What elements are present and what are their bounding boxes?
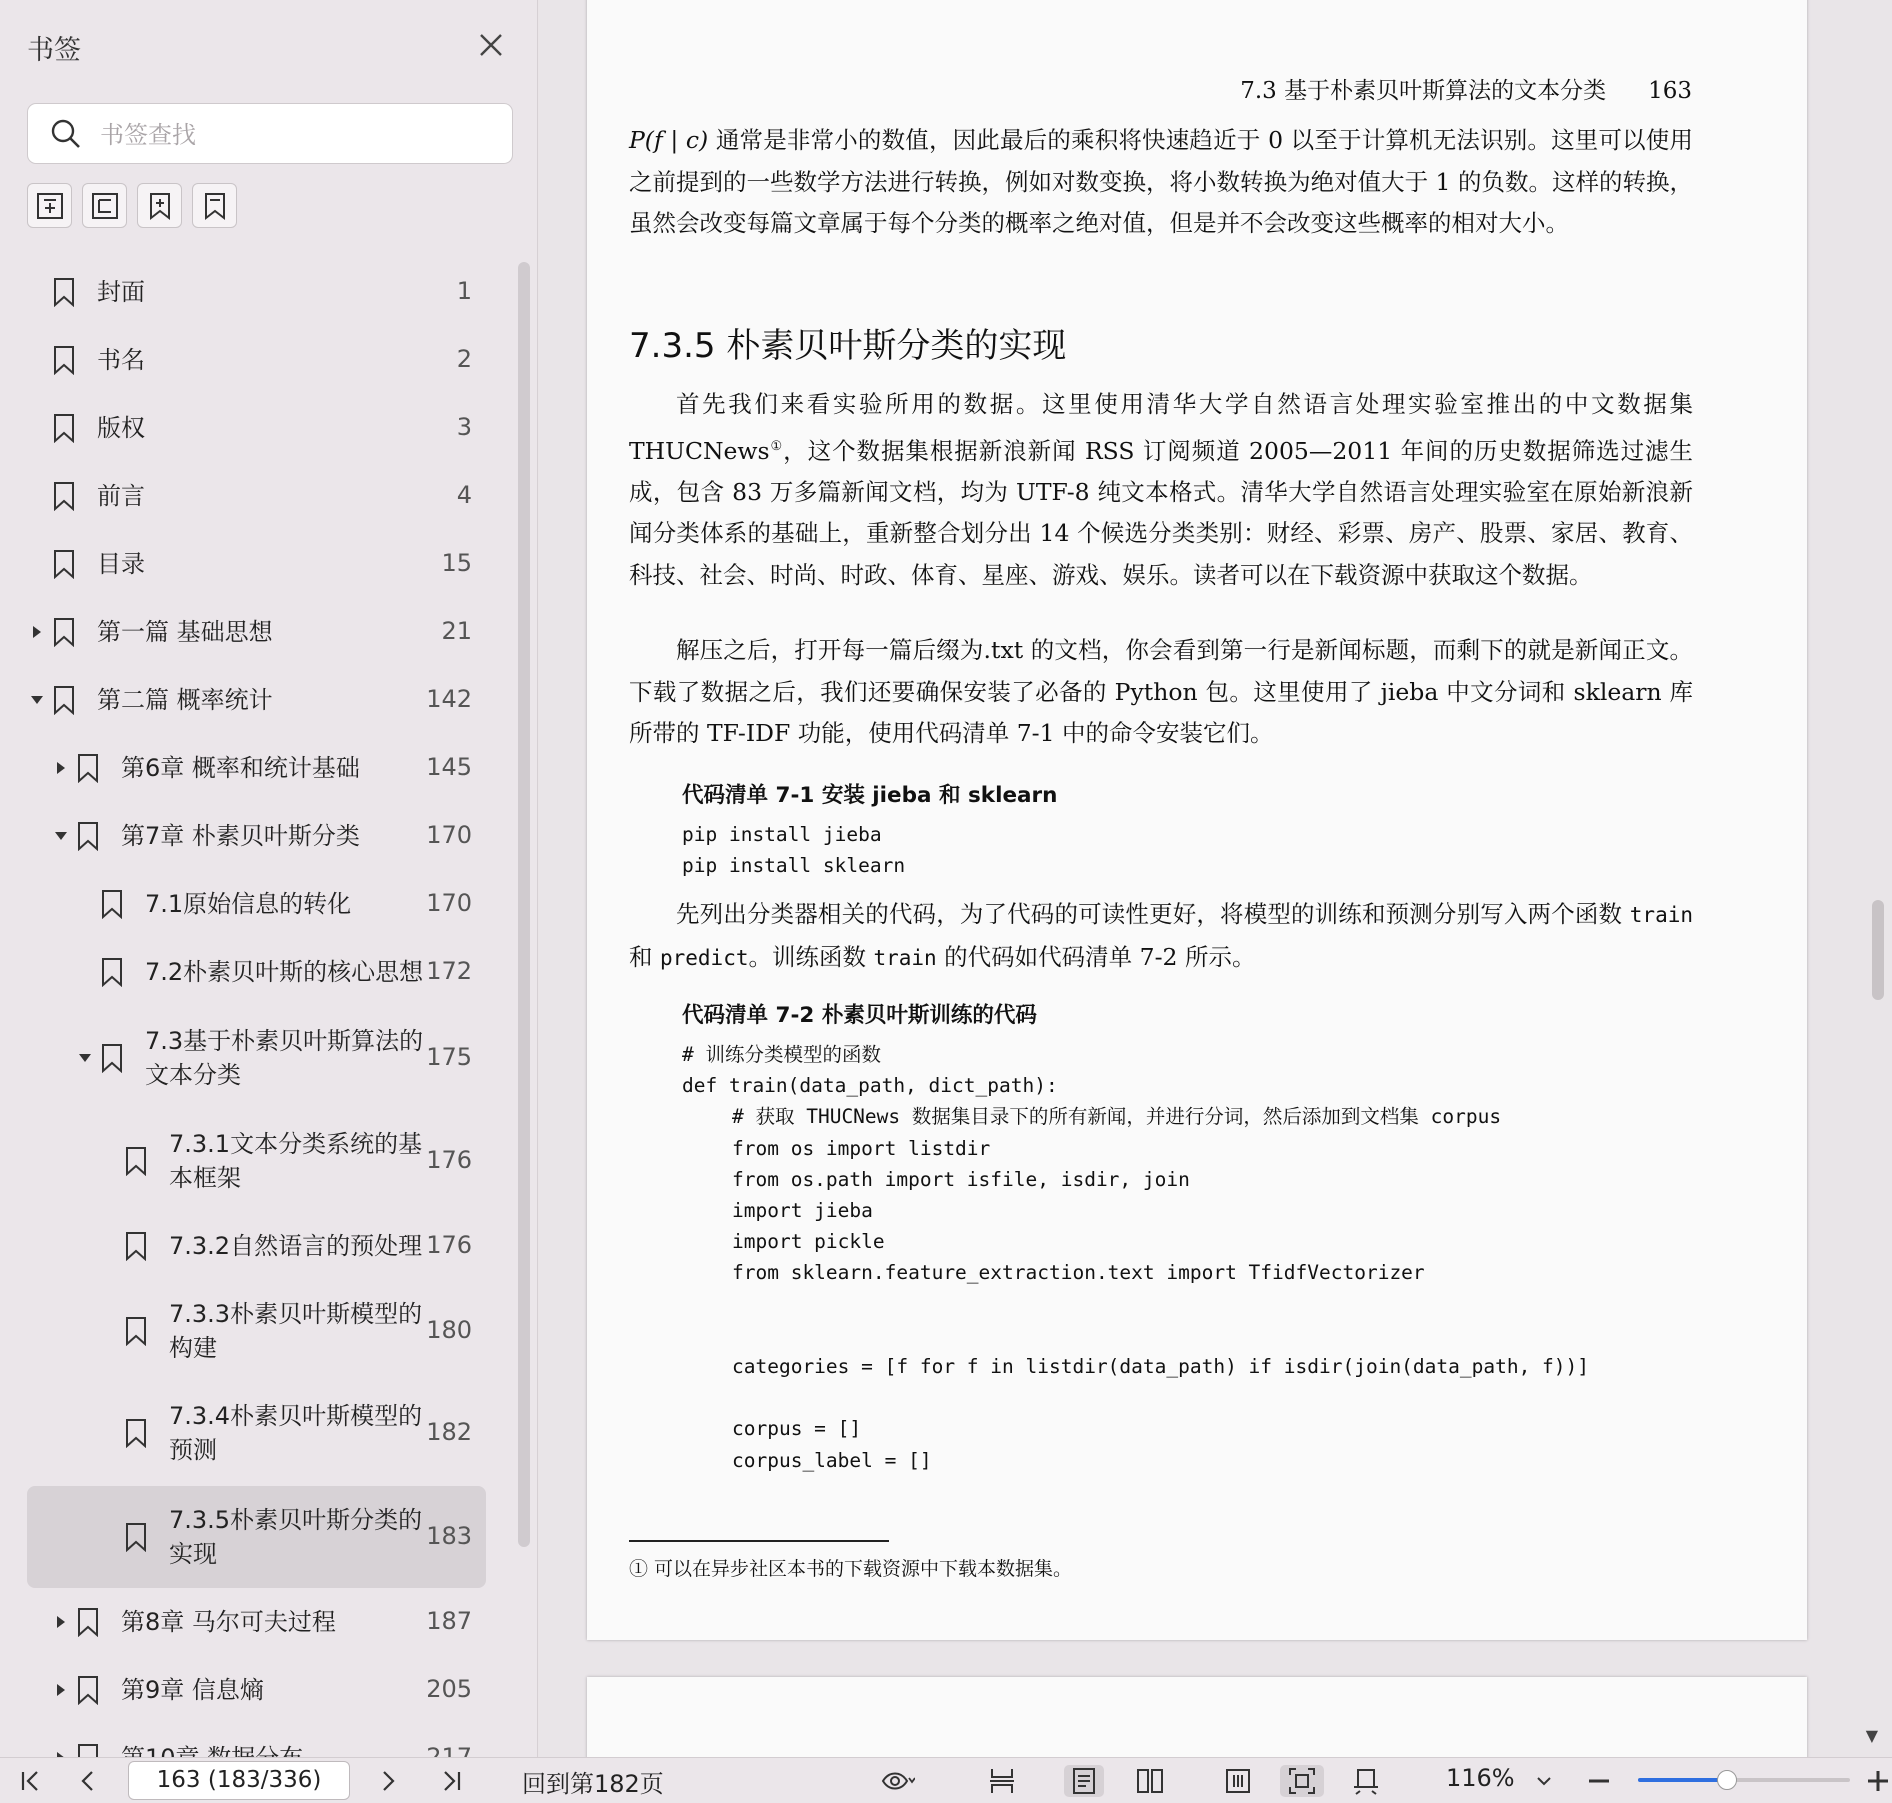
code-line	[682, 1289, 1589, 1320]
bookmark-icon	[125, 1231, 147, 1261]
bookmark-label: 目录	[97, 550, 145, 578]
bookmark-page: 4	[456, 481, 472, 509]
code-caption: 代码清单 7-2 朴素贝叶斯训练的代码	[682, 1003, 1037, 1028]
bookmark-page: 170	[426, 889, 472, 917]
section-heading: 7.3.5 朴素贝叶斯分类的实现	[629, 326, 1067, 366]
sidebar-scrollbar[interactable]	[518, 262, 530, 1547]
add-bookmark-button[interactable]	[137, 183, 182, 228]
bookmark-label: 前言	[97, 482, 145, 510]
bookmark-item[interactable]	[27, 530, 486, 598]
collapsed-arrow-icon[interactable]	[53, 760, 69, 776]
zoom-slider[interactable]	[1638, 1778, 1850, 1782]
search-icon	[50, 118, 82, 150]
collapsed-arrow-icon[interactable]	[53, 1614, 69, 1630]
eye-icon	[881, 1769, 915, 1793]
inline-code: train	[1629, 903, 1693, 927]
chevron-down-icon	[1536, 1775, 1552, 1787]
bookmark-icon	[53, 685, 75, 715]
close-icon[interactable]	[474, 28, 508, 62]
expanded-arrow-icon[interactable]	[53, 828, 69, 844]
bookmark-page: 180	[426, 1316, 472, 1344]
page-number: 163	[1648, 78, 1692, 104]
bookmark-page: 172	[426, 957, 472, 985]
chevron-right-icon	[376, 1769, 400, 1793]
zoom-in-button[interactable]	[1864, 1765, 1892, 1797]
bookmark-page: 176	[426, 1231, 472, 1259]
paragraph-text: 首先我们来看实验所用的数据。这里使用清华大学自然语言处理实验室推出的中文数据集 THUCNews	[629, 390, 1693, 465]
bookmark-icon	[125, 1316, 147, 1346]
bookmark-icon	[101, 957, 123, 987]
next-page-button[interactable]	[370, 1765, 406, 1797]
present-button[interactable]	[1346, 1765, 1386, 1797]
bookmark-label: 封面	[97, 278, 145, 306]
zoom-dropdown-button[interactable]	[1530, 1765, 1558, 1797]
continuous-scroll-icon	[988, 1767, 1016, 1795]
add-bookmark-icon	[144, 190, 176, 222]
code-line: import jieba	[732, 1199, 873, 1223]
paragraph-text: 。训练函数	[748, 942, 874, 971]
bookmark-search-box[interactable]	[27, 103, 513, 164]
scroll-down-icon[interactable]: ▼	[1865, 1726, 1878, 1745]
footnote: ① 可以在异步社区本书的下载资源中下载本数据集。	[629, 1558, 1073, 1580]
collapse-all-icon	[89, 190, 121, 222]
paragraph	[629, 120, 1693, 245]
zoom-level[interactable]: 116%	[1446, 1764, 1515, 1792]
bookmark-page: 170	[426, 821, 472, 849]
bookmark-icon	[199, 190, 231, 222]
bookmark-item[interactable]	[27, 326, 486, 394]
bookmark-label: 7.3.4朴素贝叶斯模型的预测	[169, 1402, 423, 1464]
bookmark-label: 7.1原始信息的转化	[145, 890, 352, 918]
bookmark-item[interactable]	[27, 734, 486, 802]
paragraph-text: 先列出分类器相关的代码，为了代码的可读性更好，将模型的训练和预测分别写入两个函数	[676, 900, 1630, 928]
bookmark-item[interactable]	[27, 258, 486, 326]
single-page-icon	[1071, 1767, 1097, 1795]
bookmark-page: 187	[426, 1607, 472, 1635]
last-page-icon	[440, 1769, 464, 1793]
fit-page-icon	[1288, 1767, 1316, 1795]
fit-page-button[interactable]	[1280, 1765, 1324, 1797]
zoom-slider-fill	[1638, 1778, 1727, 1782]
bookmark-item[interactable]	[27, 1588, 486, 1656]
bookmark-icon	[53, 345, 75, 375]
bookmark-page: 182	[426, 1418, 472, 1446]
code-line	[682, 1320, 1589, 1351]
bookmark-page: 2	[456, 345, 472, 373]
bookmark-button[interactable]	[192, 183, 237, 228]
paragraph	[629, 630, 1693, 755]
bookmark-label: 第6章 概率和统计基础	[121, 754, 360, 782]
bookmark-icon	[53, 413, 75, 443]
bookmark-label: 第一篇 基础思想	[97, 618, 273, 646]
code-line: def train(data_path, dict_path):	[682, 1074, 1058, 1098]
expanded-arrow-icon[interactable]	[29, 692, 45, 708]
bookmark-page: 176	[426, 1146, 472, 1174]
code-line: corpus_label = []	[732, 1448, 932, 1472]
bookmark-label: 7.3.3朴素贝叶斯模型的构建	[169, 1300, 423, 1362]
code-line: from sklearn.feature_extraction.text import TfidfVectorizer	[732, 1261, 1425, 1285]
paragraph-text: 的代码如代码清单 7-2 所示。	[936, 942, 1256, 971]
plus-icon	[1866, 1769, 1890, 1793]
inline-code: train	[873, 945, 937, 970]
paragraph-text: 和	[629, 942, 660, 971]
code-line: from os.path import isfile, isdir, join	[732, 1167, 1190, 1191]
code-line: pip install jieba	[682, 823, 882, 846]
two-page-icon	[1136, 1767, 1164, 1795]
paragraph-text: 解压之后，打开每一篇后缀为.txt 的文档，你会看到第一行是新闻标题，而剩下的就是新闻正文。下载了数据之后，我们还要确保安装了必备的 Python 包。这里使用了 jieba 中文分词和 sklearn 库所带的 TF-IDF 功能，使用代码清单 7-1 中的命令安装它们。	[629, 636, 1693, 747]
document-view	[539, 0, 1892, 1757]
bookmark-item[interactable]	[27, 802, 486, 870]
code-line: # 训练分类模型的函数	[682, 1043, 881, 1066]
bookmark-label: 7.2朴素贝叶斯的核心思想	[145, 958, 424, 986]
bookmark-item[interactable]	[27, 1486, 486, 1588]
two-page-button[interactable]	[1130, 1765, 1170, 1797]
bookmark-toolbar	[27, 183, 237, 228]
page-number-input[interactable]: 163 (183/336)	[128, 1761, 350, 1800]
code-caption: 代码清单 7-1 安装 jieba 和 sklearn	[682, 783, 1058, 808]
first-page-button[interactable]	[12, 1765, 48, 1797]
bookmark-label: 版权	[97, 414, 145, 442]
bookmark-label: 书名	[97, 346, 145, 374]
bookmark-icon	[77, 753, 99, 783]
pdf-page	[587, 0, 1807, 1640]
fit-width-icon	[1224, 1767, 1252, 1795]
document-scrollbar[interactable]	[1872, 900, 1884, 1000]
bookmark-item[interactable]	[27, 666, 486, 734]
bookmark-search-input[interactable]	[98, 112, 502, 158]
bookmark-page: 1	[456, 277, 472, 305]
bookmark-label: 7.3.5朴素贝叶斯分类的实现	[169, 1506, 423, 1568]
inline-code: predict	[659, 945, 749, 970]
expand-all-icon	[34, 190, 66, 222]
bookmark-icon	[125, 1522, 147, 1552]
code-line: # 获取 THUCNews 数据集目录下的所有新闻，并进行分词，然后添加到文档集 corpus	[732, 1105, 1502, 1129]
minus-icon	[1587, 1769, 1611, 1793]
paragraph-text: ，这个数据集根据新浪新闻 RSS 订阅频道 2005—2011 年间的历史数据筛选过滤生成，包含 83 万多篇新闻文档，均为 UTF-8 纯文本格式。清华大学自然语言处理实验室在原始新浪新闻分类体系的基础上，重新整合划分出 14 个候选分类类别：财经、彩票、房产、股票、家居、教育、科技、社会、时尚、时政、体育、星座、游戏、娱乐。读者可以在下载资源中获取这个数据。	[629, 436, 1693, 589]
chevron-left-icon	[76, 1769, 100, 1793]
running-head-title: 7.3 基于朴素贝叶斯算法的文本分类	[1240, 78, 1607, 104]
sidebar-title: 书签	[27, 35, 81, 66]
bookmark-icon	[77, 1607, 99, 1637]
bookmark-item[interactable]	[27, 1006, 486, 1110]
code-line	[682, 1382, 1589, 1413]
zoom-out-button[interactable]	[1584, 1765, 1614, 1797]
paragraph-text: 通常是非常小的数值，因此最后的乘积将快速趋近于 0 以至于计算机无法识别。这里可以使用之前提到的一些数学方法进行转换，例如对数变换，将小数转换为绝对值大于 1 的负数。这样的转换，虽然会改变每篇文章属于每个分类的概率之绝对值，但是并不会改变这些概率的相对大小。	[629, 126, 1693, 237]
running-head	[1240, 72, 1692, 105]
collapsed-arrow-icon[interactable]	[29, 624, 45, 640]
bookmark-item[interactable]	[27, 870, 486, 938]
bookmark-item[interactable]	[27, 1656, 486, 1724]
bookmark-icon	[53, 549, 75, 579]
bookmark-icon	[101, 1043, 123, 1073]
bookmark-icon	[77, 821, 99, 851]
code-line: import pickle	[732, 1230, 885, 1254]
present-icon	[1352, 1767, 1380, 1795]
paragraph	[629, 894, 1693, 979]
bookmark-label: 第7章 朴素贝叶斯分类	[121, 822, 360, 850]
bookmark-page: 21	[441, 617, 472, 645]
code-line: from os import listdir	[732, 1136, 991, 1160]
bookmark-item[interactable]	[27, 1280, 486, 1382]
single-page-button[interactable]	[1064, 1765, 1104, 1797]
code-line: pip install sklearn	[682, 854, 906, 878]
footnote-rule	[629, 1540, 889, 1542]
bookmark-page: 15	[441, 549, 472, 577]
bookmark-icon	[101, 889, 123, 919]
view-mode-button[interactable]	[866, 1765, 930, 1797]
pdf-page-next	[587, 1677, 1807, 1757]
bookmark-label: 第二篇 概率统计	[97, 686, 273, 714]
code-block	[682, 1039, 1589, 1476]
bookmark-label: 7.3基于朴素贝叶斯算法的文本分类	[145, 1027, 424, 1089]
continuous-scroll-button[interactable]	[982, 1765, 1022, 1797]
last-page-button[interactable]	[434, 1765, 470, 1797]
bookmark-page: 145	[426, 753, 472, 781]
expanded-arrow-icon[interactable]	[77, 1050, 93, 1066]
bookmark-icon	[125, 1418, 147, 1448]
bookmark-page: 183	[426, 1522, 472, 1550]
fit-width-button[interactable]	[1218, 1765, 1258, 1797]
first-page-icon	[18, 1769, 42, 1793]
bookmark-label: 7.3.2自然语言的预处理	[169, 1232, 423, 1260]
bookmark-icon	[53, 481, 75, 511]
bookmark-page: 142	[426, 685, 472, 713]
bookmark-item[interactable]	[27, 394, 486, 462]
bookmark-item[interactable]	[27, 1212, 486, 1280]
bookmark-icon	[53, 277, 75, 307]
bookmark-label: 第9章 信息熵	[121, 1676, 264, 1704]
go-back-button[interactable]: 回到第182页	[522, 1770, 664, 1798]
collapsed-arrow-icon[interactable]	[53, 1682, 69, 1698]
bookmark-page: 175	[426, 1043, 472, 1071]
collapse-all-button[interactable]	[82, 183, 127, 228]
bookmark-item[interactable]	[27, 938, 486, 1006]
code-line: corpus = []	[732, 1417, 862, 1441]
bookmark-item[interactable]	[27, 598, 486, 666]
bookmark-item[interactable]	[27, 1110, 486, 1212]
bookmark-label: 第8章 马尔可夫过程	[121, 1608, 336, 1636]
bookmark-item[interactable]	[27, 1382, 486, 1484]
bookmark-item[interactable]	[27, 462, 486, 530]
bookmark-page: 3	[456, 413, 472, 441]
zoom-slider-handle[interactable]	[1717, 1770, 1737, 1790]
bookmark-label: 7.3.1文本分类系统的基本框架	[169, 1130, 423, 1192]
bookmark-icon	[125, 1146, 147, 1176]
code-block	[682, 819, 905, 881]
expand-all-button[interactable]	[27, 183, 72, 228]
footnote-ref[interactable]: ①	[769, 438, 784, 454]
bottom-toolbar	[0, 1757, 1892, 1803]
prev-page-button[interactable]	[70, 1765, 106, 1797]
code-line: categories = [f for f in listdir(data_path) if isdir(join(data_path, f))]	[732, 1355, 1590, 1378]
formula: P(f | c)	[629, 126, 709, 154]
bookmark-icon	[53, 617, 75, 647]
bookmark-sidebar	[0, 0, 538, 1757]
bookmark-icon	[77, 1675, 99, 1705]
paragraph	[629, 384, 1693, 596]
bookmark-page: 205	[426, 1675, 472, 1703]
